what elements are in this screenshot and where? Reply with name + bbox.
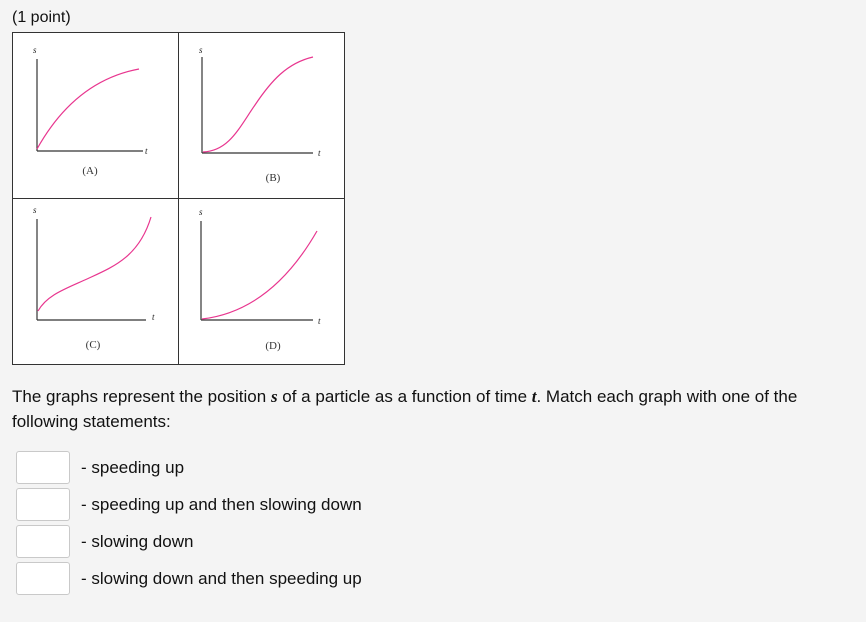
question-part-1: The graphs represent the position <box>12 387 271 406</box>
answer-row <box>16 488 436 525</box>
graph-a-curve <box>37 69 139 149</box>
graph-b-label: (B) <box>265 172 281 184</box>
statement-1: - speeding up <box>81 458 185 477</box>
question-var-s: s <box>270 387 278 406</box>
answer-input-4[interactable] <box>16 562 70 595</box>
answer-input-1[interactable] <box>16 451 70 484</box>
question-part-2: of a particle as a function of time <box>277 387 532 406</box>
graph-d-label: (D) <box>265 340 281 352</box>
graph-d-curve <box>202 231 317 319</box>
graph-a-y-axis-label: s <box>33 45 37 55</box>
graph-b-y-axis-label: s <box>199 45 203 55</box>
graph-a-label: (A) <box>82 165 98 177</box>
statement-4: - slowing down and then speeding up <box>81 569 362 588</box>
graph-d <box>179 199 344 364</box>
graph-grid <box>12 32 345 365</box>
answer-row <box>16 562 436 599</box>
question-var-t: t <box>531 387 537 406</box>
question-text <box>12 384 852 434</box>
answer-input-3[interactable] <box>16 525 70 558</box>
statement-3: - slowing down <box>81 532 194 551</box>
graph-b <box>179 33 344 199</box>
graph-c-y-axis-label: s <box>33 205 37 215</box>
graph-d-y-axis-label: s <box>199 207 203 217</box>
answer-row <box>16 525 436 562</box>
statement-2: - speeding up and then slowing down <box>81 495 362 514</box>
graph-a <box>13 33 179 199</box>
graph-c-label: (C) <box>85 339 101 351</box>
graph-d-x-axis-label: t <box>318 316 321 326</box>
points-label: (1 point) <box>12 9 71 26</box>
graph-c-curve <box>38 217 151 311</box>
answer-input-2[interactable] <box>16 488 70 521</box>
answer-row <box>16 451 436 488</box>
graph-c-x-axis-label: t <box>152 312 155 322</box>
graph-b-x-axis-label: t <box>318 148 321 158</box>
question-part-3: . Match each graph with one of the following statements: <box>12 387 798 431</box>
graph-b-curve <box>203 57 313 152</box>
graph-a-x-axis-label: t <box>145 146 148 156</box>
graph-c <box>13 199 179 364</box>
